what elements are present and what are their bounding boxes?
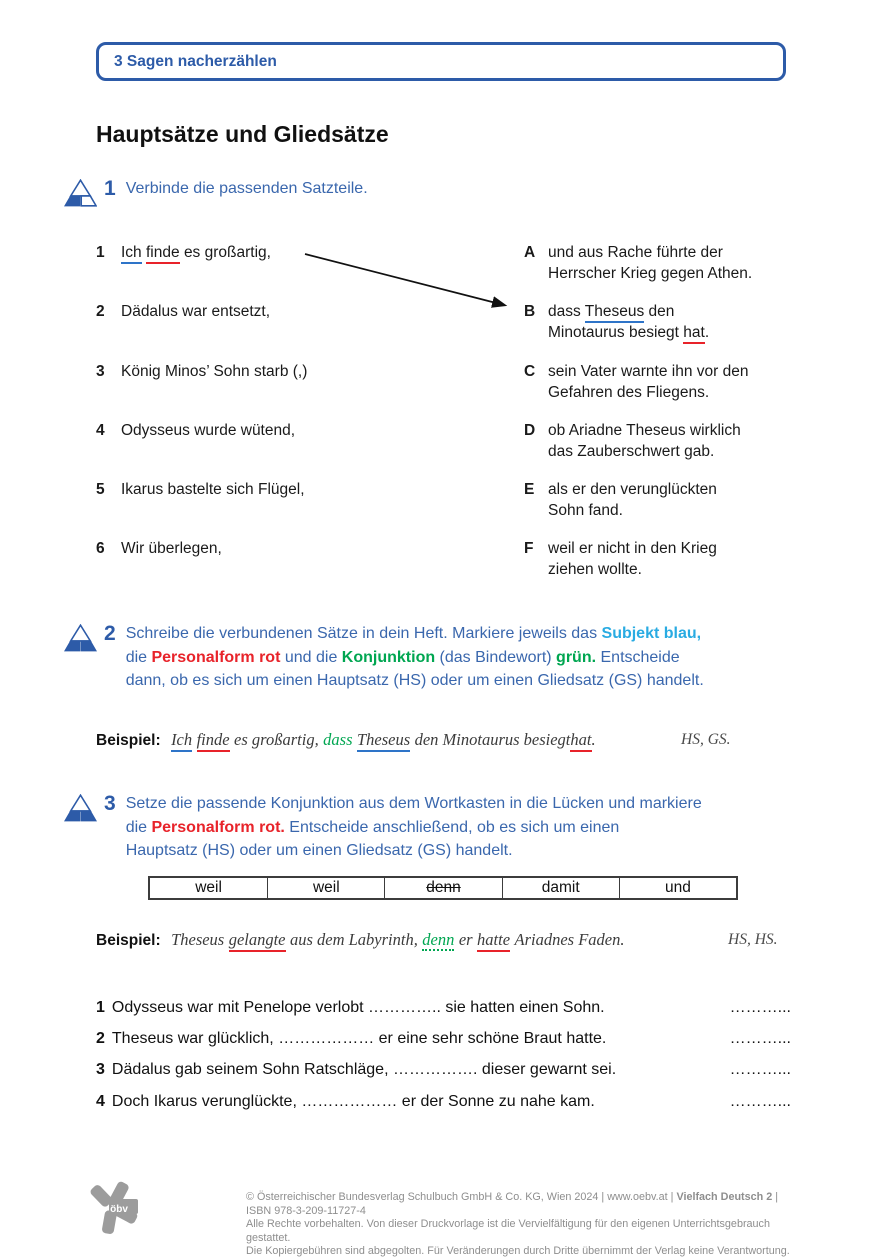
example-sentence-ex3: Beispiel: Theseus gelangte aus dem Labyrinth, denn er hatte Ariadnes Faden. HS, HS. [96,930,796,950]
exercise-instruction: Setze die passende Konjunktion aus dem Wortkasten in die Lücken und markiere die Personalform rot. Entscheide anschließend, ob es sich um einen Hauptsatz (HS) oder um einen Gliedsatz (GS) handelt. [125,795,702,859]
difficulty-pyramid-icon [64,179,97,207]
konjunktion-highlight: Konjunktion [341,648,436,666]
fill-in-sentences [96,999,791,1124]
verb-word: hatte [477,930,510,952]
sentence-number: 3 [96,1061,105,1079]
match-item-text: Dädalus war entsetzt, [121,303,271,321]
conjunction-blank: ……………… [278,1030,375,1048]
word-box-cell: weil [195,879,222,896]
publisher-logo [86,1180,142,1238]
publisher-logo-text: öbv [110,1204,128,1215]
match-option-text: und aus Rache führte der Herrscher Krieg gegen Athen. [548,244,753,282]
subject-word: Theseus [585,303,644,323]
match-option-text: ob Ariadne Theseus wirklich das Zauberschwert gab. [548,421,741,460]
difficulty-pyramid-icon [64,794,97,822]
verb-word: finde [146,244,180,264]
matching-exercise [96,242,796,598]
sentence-text: Theseus war glücklich, ……………… er eine sehr schöne Braut hatte. [111,1030,607,1048]
verb-word: hat [683,324,705,344]
page-title: Hauptsätze und Gliedsätze [96,121,389,147]
example-label: Beispiel: [96,932,161,949]
match-letter: A [524,244,536,261]
conjunction-word-filled-in: denn [422,930,455,949]
verb-word: finde [197,730,230,752]
sentence-row [96,999,791,1030]
example-result: HS, HS. [728,931,778,948]
book-title: Vielfach Deutsch 2 [676,1191,773,1203]
match-letter: F [524,540,534,558]
subjekt-blau-highlight: Subjekt blau, [601,625,702,642]
word-box [148,876,738,900]
verb-word: gelangte [229,930,286,952]
word-box-cell: und [619,878,736,898]
chapter-tab-label: 3 Sagen nacherzählen [114,52,277,70]
word-box-cell-crossed-out: denn [384,878,501,898]
subject-word: Ich [121,244,142,264]
subject-word: Ich [171,730,192,752]
conjunction-word: dass [323,730,353,749]
word-box-cell: weil [267,878,384,898]
match-item-number: 5 [96,481,105,499]
match-item-text: Odysseus wurde wütend, [121,421,296,439]
answer-blank: ………... [729,1030,791,1048]
chapter-tab [96,42,786,81]
exercise-instruction: Schreibe die verbundenen Sätze in dein Heft. Markiere jeweils das Subjekt blau, die Personalform rot und die Konjunktion (das Bindewort) grün. Entscheide dann, ob es sich um einen Hauptsatz (HS) oder um einen Gliedsatz (GS) handelt. [125,625,704,689]
imprint-line-1: © Österreichischer Bundesverlag Schulbuch GmbH & Co. KG, Wien 2024 | www.oebv.at | Vielfach Deutsch 2 | ISBN 978-3-209-11727-4 [246,1191,779,1217]
match-option-text: weil er nicht in den Krieg ziehen wollte. [548,540,717,579]
personalform-rot-highlight: Personalform rot [151,648,281,666]
example-label: Beispiel: [96,732,161,749]
subject-word: Theseus [357,730,410,752]
example-result: HS, GS. [681,731,731,748]
sentence-text: Doch Ikarus verunglückte, ……………… er der Sonne zu nahe kam. [111,1092,595,1110]
sentence-number: 2 [96,1030,105,1048]
match-letter: D [524,421,536,439]
sentence-number: 1 [96,999,105,1016]
match-letter: E [524,481,535,499]
exercise-3-header [64,792,794,863]
exercise-number: 2 [104,622,116,645]
sentence-text: Dädalus gab seinem Sohn Ratschläge, ……………. dieser gewarnt sei. [111,1061,617,1079]
sentence-number: 4 [96,1092,105,1110]
answer-blank: ………... [729,999,791,1016]
sentence-row [96,1061,791,1092]
match-letter: B [524,303,536,321]
imprint-line-3: Die Kopiergebühren sind abgegolten. Für Veränderungen durch Dritte übernimmt der Verlag keine Verantwortung. [246,1245,790,1258]
conjunction-blank: ……………… [301,1092,398,1110]
footer-imprint [246,1191,806,1259]
match-item-text: Ikarus bastelte sich Flügel, [121,481,305,499]
answer-blank: ………... [729,1061,791,1079]
conjunction-blank: ………….. [368,999,441,1016]
match-option-text: dass Theseus den Minotaurus besiegt hat. [548,301,796,360]
sentence-row [96,1030,791,1061]
match-item-number: 1 [96,244,105,261]
exercise-number: 1 [104,177,116,200]
match-item-number: 4 [96,421,105,439]
match-item-text: König Minos’ Sohn starb (,) [121,362,308,380]
difficulty-pyramid-icon [64,624,97,652]
verb-word: hat [570,730,591,752]
example-sentence-ex2: Beispiel: Ich finde es großartig, dass Theseus den Minotaurus besiegthat. HS, GS. [96,730,796,750]
match-option-text: als er den verunglückten Sohn fand. [548,481,717,520]
match-item-number: 6 [96,540,105,558]
match-letter: C [524,362,536,380]
sentence-row [96,1093,791,1124]
sentence-text: Odysseus war mit Penelope verlobt ………….. sie hatten einen Sohn. [111,999,605,1016]
imprint-line-2: Alle Rechte vorbehalten. Von dieser Druckvorlage ist die Vervielfältigung für den eigenen Unterrichtsgebrauch gestattet. [246,1218,770,1244]
gruen-highlight: grün. [556,648,597,666]
conjunction-blank: ……………. [392,1061,478,1079]
match-item-number: 2 [96,303,105,321]
match-item-number: 3 [96,362,105,380]
word-box-cell: damit [502,878,619,898]
match-option-text: sein Vater warnte ihn vor den Gefahren des Fliegens. [548,362,749,401]
personalform-rot-highlight: Personalform rot. [151,818,285,836]
match-item-text: Ich finde es großartig, [121,242,524,301]
exercise-number: 3 [104,792,116,815]
exercise-2-header [64,622,794,693]
exercise-1-header [64,177,784,207]
answer-blank: ………... [729,1092,791,1110]
exercise-instruction: Verbinde die passenden Satzteile. [125,180,368,197]
match-item-text: Wir überlegen, [121,540,222,558]
